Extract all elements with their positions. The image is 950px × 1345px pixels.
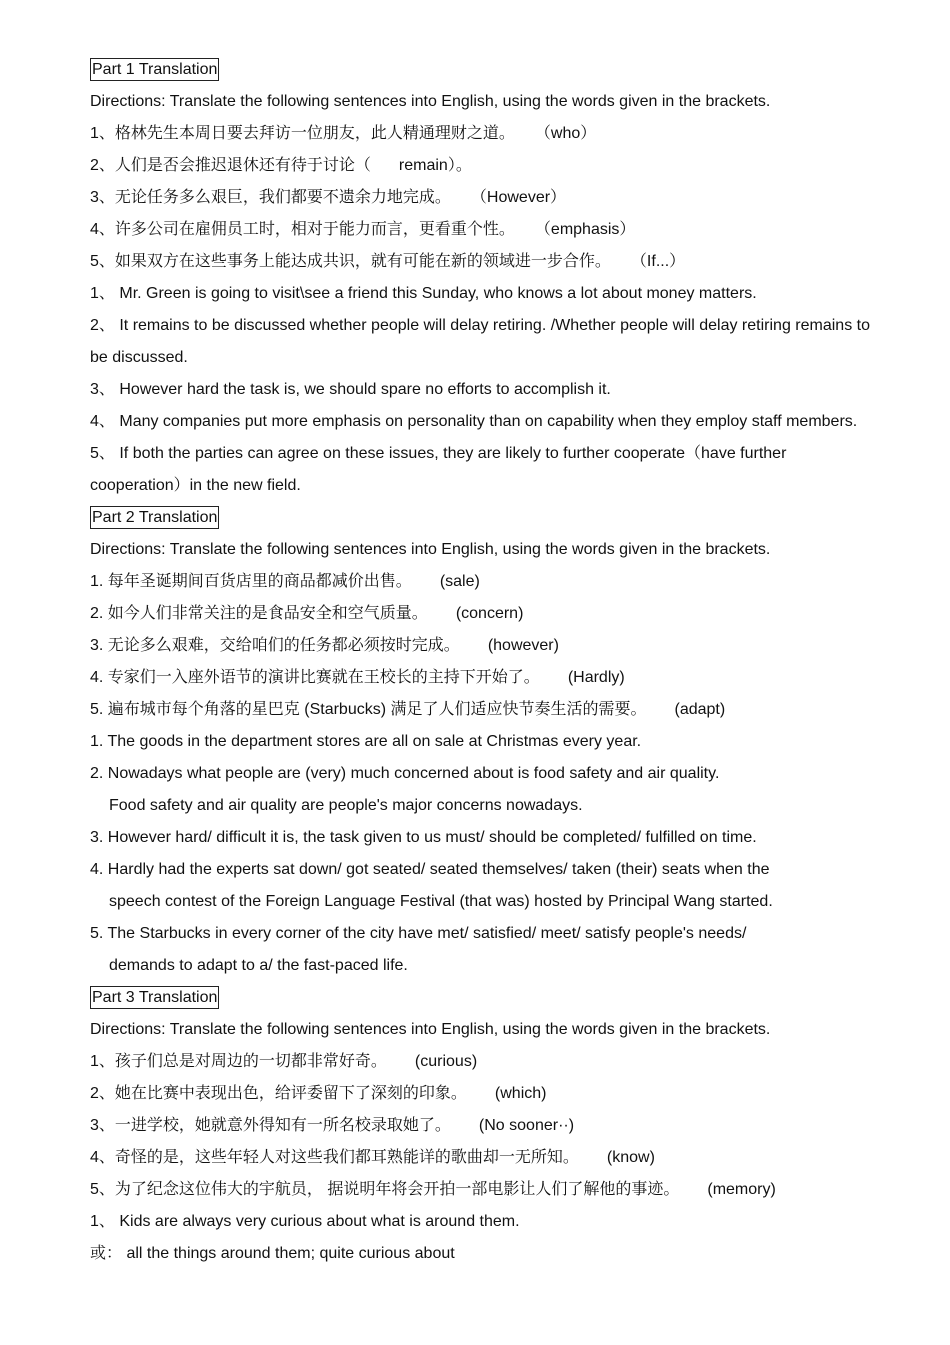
part3-answer-1-alt: 或： all the things around them; quite curious about (90, 1245, 455, 1262)
part2-title: Part 2 Translation (90, 506, 219, 529)
document-page (90, 54, 870, 1270)
part3-question-2: 2、她在比赛中表现出色，给评委留下了深刻的印象。 (which) (90, 1085, 547, 1102)
part1-title: Part 1 Translation (90, 58, 219, 81)
part2-question-4: 4. 专家们一入座外语节的演讲比赛就在王校长的主持下开始了。 (Hardly) (90, 669, 625, 686)
part2-question-3: 3. 无论多么艰难，交给咱们的任务都必须按时完成。 (however) (90, 637, 559, 654)
part2-directions: Directions: Translate the following sentences into English, using the words given in the brackets. (90, 541, 771, 558)
part3-answer-1: 1、 Kids are always very curious about what is around them. (90, 1213, 520, 1230)
part2-question-5: 5. 遍布城市每个角落的星巴克 (Starbucks) 满足了人们适应快节奏生活的需要。 (adapt) (90, 701, 726, 718)
part1-answer-3: 3、 However hard the task is, we should spare no efforts to accomplish it. (90, 381, 611, 398)
part1-directions: Directions: Translate the following sentences into English, using the words given in the brackets. (90, 93, 771, 110)
part2-answer-5-cont: demands to adapt to a/ the fast-paced life. (109, 957, 408, 974)
part1-heading (90, 54, 870, 86)
part3-title: Part 3 Translation (90, 986, 219, 1009)
part3-question-3: 3、一进学校，她就意外得知有一所名校录取她了。 (No sooner··) (90, 1117, 575, 1134)
part2-question-1: 1. 每年圣诞期间百货店里的商品都减价出售。 (sale) (90, 573, 480, 590)
part1-question-1: 1、格林先生本周日要去拜访一位朋友，此人精通理财之道。 （who） (90, 125, 597, 142)
part2-question-2: 2. 如今人们非常关注的是食品安全和空气质量。 (concern) (90, 605, 524, 622)
part3-question-1: 1、孩子们总是对周边的一切都非常好奇。 (curious) (90, 1053, 478, 1070)
part2-answer-5: 5. The Starbucks in every corner of the city have met/ satisfied/ meet/ satisfy people's needs/ (90, 925, 747, 942)
part2-answer-4: 4. Hardly had the experts sat down/ got seated/ seated themselves/ taken (their) seats when the (90, 861, 770, 878)
part2-answer-1: 1. The goods in the department stores are all on sale at Christmas every year. (90, 733, 642, 750)
part3-question-5: 5、为了纪念这位伟大的宇航员， 据说明年将会开拍一部电影让人们了解他的事迹。 (memory) (90, 1181, 776, 1198)
part1-question-2: 2、人们是否会推迟退休还有待于讨论（ remain）。 (90, 157, 472, 174)
part1-answer-4: 4、 Many companies put more emphasis on personality than on capability when they employ staff members. (90, 413, 858, 430)
part2-answer-2: 2. Nowadays what people are (very) much concerned about is food safety and air quality. (90, 765, 720, 782)
part2-heading (90, 502, 870, 534)
part2-answer-3: 3. However hard/ difficult it is, the task given to us must/ should be completed/ fulfilled on time. (90, 829, 757, 846)
part1-answer-1: 1、 Mr. Green is going to visit\see a friend this Sunday, who knows a lot about money matters. (90, 285, 757, 302)
part3-heading (90, 982, 870, 1014)
part3-directions: Directions: Translate the following sentences into English, using the words given in the brackets. (90, 1021, 771, 1038)
part1-question-5: 5、如果双方在这些事务上能达成共识，就有可能在新的领域进一步合作。 （If...） (90, 253, 686, 270)
part1-question-4: 4、许多公司在雇佣员工时，相对于能力而言，更看重个性。 （emphasis） (90, 221, 636, 238)
part2-answer-4-cont: speech contest of the Foreign Language Festival (that was) hosted by Principal Wang started. (109, 893, 773, 910)
part1-answer-2: 2、 It remains to be discussed whether people will delay retiring. /Whether people will delay retiring remains to be discussed. (90, 317, 870, 366)
part1-answer-5: 5、 If both the parties can agree on these issues, they are likely to further cooperate（have further cooperation）in the new field. (90, 445, 787, 494)
part1-question-3: 3、无论任务多么艰巨，我们都要不遗余力地完成。 （However） (90, 189, 567, 206)
part3-question-4: 4、奇怪的是，这些年轻人对这些我们都耳熟能详的歌曲却一无所知。 (know) (90, 1149, 655, 1166)
part2-answer-2-alt: Food safety and air quality are people's major concerns nowadays. (109, 797, 583, 814)
